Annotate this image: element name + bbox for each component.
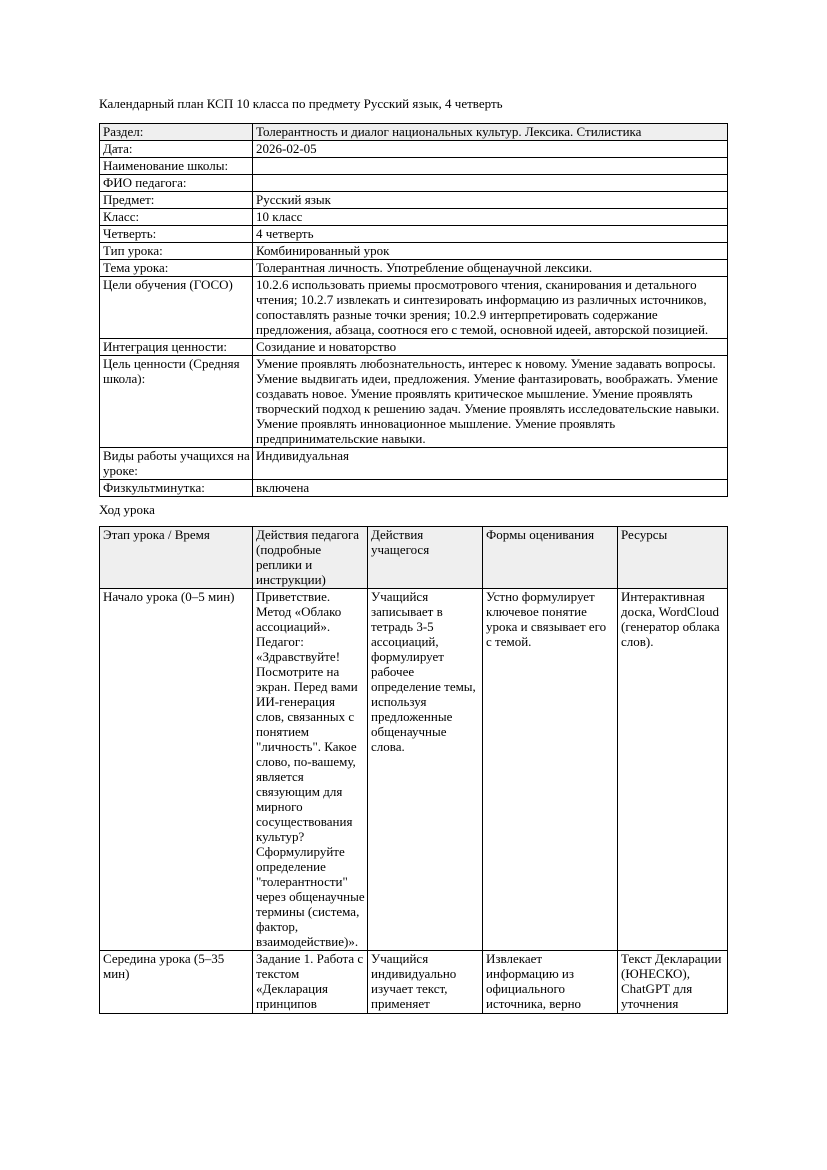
col-header-resources: Ресурсы bbox=[618, 527, 728, 589]
table-row bbox=[100, 243, 728, 260]
table-row bbox=[100, 141, 728, 158]
info-label: Дата: bbox=[100, 141, 253, 158]
table-row bbox=[100, 226, 728, 243]
info-value: Индивидуальная bbox=[253, 448, 728, 480]
info-value: 10.2.6 использовать приемы просмотрового чтения, сканирования и детального чтения; 10.2.7 извлекать и синтезировать информацию из различных источников, сопоставлять разные точки зрения; 10.2.9 интерпретировать содержание предложения, абзаца, соотнося его с темой, основной идеей, авторской позицией. bbox=[253, 277, 728, 339]
info-label: Интеграция ценности: bbox=[100, 339, 253, 356]
info-value: Созидание и новаторство bbox=[253, 339, 728, 356]
header-row bbox=[100, 527, 728, 589]
table-row bbox=[100, 209, 728, 226]
table-row bbox=[100, 175, 728, 192]
info-label: ФИО педагога: bbox=[100, 175, 253, 192]
info-value bbox=[253, 175, 728, 192]
lesson-flow-table bbox=[99, 526, 728, 1014]
info-value: включена bbox=[253, 480, 728, 497]
cell-resources: Текст Декларации (ЮНЕСКО), ChatGPT для уточнения bbox=[618, 951, 728, 1014]
cell-student-actions: Учащийся записывает в тетрадь 3-5 ассоциаций, формулирует рабочее определение темы, используя предложенные общенаучные слова. bbox=[368, 589, 483, 951]
table-row-clipped bbox=[100, 951, 728, 1014]
table-row bbox=[100, 448, 728, 480]
info-label: Цели обучения (ГОСО) bbox=[100, 277, 253, 339]
table-row bbox=[100, 158, 728, 175]
info-value: Толерантность и диалог национальных культур. Лексика. Стилистика bbox=[253, 124, 728, 141]
cell-teacher-actions: Задание 1. Работа с текстом «Декларация принципов bbox=[253, 951, 368, 1014]
table-row bbox=[100, 480, 728, 497]
info-label: Предмет: bbox=[100, 192, 253, 209]
info-value: 10 класс bbox=[253, 209, 728, 226]
col-header-assessment: Формы оценивания bbox=[483, 527, 618, 589]
col-header-student-actions: Действия учащегося bbox=[368, 527, 483, 589]
info-value: 4 четверть bbox=[253, 226, 728, 243]
info-label: Цель ценности (Средняя школа): bbox=[100, 356, 253, 448]
info-label: Класс: bbox=[100, 209, 253, 226]
document-content bbox=[99, 96, 727, 1014]
info-value: Комбинированный урок bbox=[253, 243, 728, 260]
cell-student-actions: Учащийся индивидуально изучает текст, применяет bbox=[368, 951, 483, 1014]
table-row bbox=[100, 589, 728, 951]
document-title: Календарный план КСП 10 класса по предмету Русский язык, 4 четверть bbox=[99, 96, 503, 111]
cell-resources: Интерактивная доска, WordCloud (генератор облака слов). bbox=[618, 589, 728, 951]
info-label: Тема урока: bbox=[100, 260, 253, 277]
table-row bbox=[100, 356, 728, 448]
table-row bbox=[100, 277, 728, 339]
cell-teacher-actions: Приветствие. Метод «Облако ассоциаций». Педагог: «Здравствуйте! Посмотрите на экран. Перед вами ИИ-генерация слов, связанных с понятием "личность". Какое слово, по-вашему, является связующим для мирного сосуществования культур? Сформулируйте определение "толерантности" через общенаучные термины (система, фактор, взаимодействие)». bbox=[253, 589, 368, 951]
table-row bbox=[100, 260, 728, 277]
info-label: Четверть: bbox=[100, 226, 253, 243]
table-row bbox=[100, 192, 728, 209]
info-value bbox=[253, 158, 728, 175]
info-value: 2026-02-05 bbox=[253, 141, 728, 158]
info-label: Тип урока: bbox=[100, 243, 253, 260]
table-row bbox=[100, 339, 728, 356]
info-label: Наименование школы: bbox=[100, 158, 253, 175]
cell-stage: Начало урока (0–5 мин) bbox=[100, 589, 253, 951]
cell-assessment: Извлекает информацию из официального источника, верно bbox=[483, 951, 618, 1014]
lesson-info-table bbox=[99, 123, 728, 497]
col-header-teacher-actions: Действия педагога (подробные реплики и инструкции) bbox=[253, 527, 368, 589]
info-label: Виды работы учащихся на уроке: bbox=[100, 448, 253, 480]
table-row bbox=[100, 124, 728, 141]
col-header-stage: Этап урока / Время bbox=[100, 527, 253, 589]
info-value: Толерантная личность. Употребление общенаучной лексики. bbox=[253, 260, 728, 277]
info-label: Физкультминутка: bbox=[100, 480, 253, 497]
info-value: Умение проявлять любознательность, интерес к новому. Умение задавать вопросы. Умение выдвигать идеи, предложения. Умение фантазировать, воображать. Умение создавать новое. Умение проявлять критическое мышление. Умение проявлять творческий подход к решению задач. Умение проявлять исследовательские навыки. Умение проявлять инновационное мышление. Умение проявлять предпринимательские навыки. bbox=[253, 356, 728, 448]
info-label: Раздел: bbox=[100, 124, 253, 141]
cell-stage: Середина урока (5–35 мин) bbox=[100, 951, 253, 1014]
section-heading: Ход урока bbox=[99, 502, 155, 517]
cell-assessment: Устно формулирует ключевое понятие урока и связывает его с темой. bbox=[483, 589, 618, 951]
info-value: Русский язык bbox=[253, 192, 728, 209]
